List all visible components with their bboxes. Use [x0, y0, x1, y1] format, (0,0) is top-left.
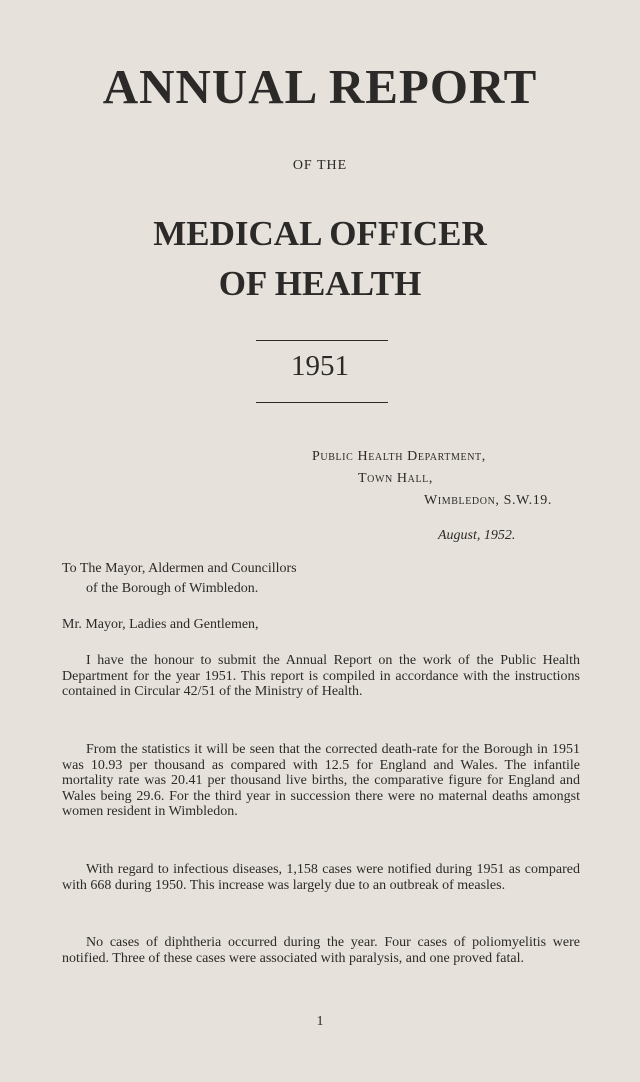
- greeting: Mr. Mayor, Ladies and Gentlemen,: [62, 617, 259, 632]
- report-title: ANNUAL REPORT: [102, 59, 538, 114]
- page-number: 1: [316, 1014, 324, 1029]
- report-year: 1951: [291, 350, 349, 382]
- addressee-line1: To The Mayor, Aldermen and Councillors: [62, 561, 297, 576]
- address-town: Wimbledon, S.W.19.: [424, 493, 553, 508]
- addressee-line2: of the Borough of Wimbledon.: [86, 581, 259, 596]
- paragraph-statistics: From the statistics it will be seen that the corrected death-rate for the Borough in 1951 was 10.93 per thousand as compared with 12.5 for England and Wales. The infantile mortality rate was 20.41 per thousand live births, the comparative figure for England and Wales being 29.6. For the third year in succession there were no maternal deaths amongst women resident in Wimbledon.: [62, 742, 580, 820]
- paragraph-diphtheria-polio: No cases of diphtheria occurred during the year. Four cases of poliomyelitis were notified. Three of these cases were associated with paralysis, and one proved fatal.: [62, 935, 580, 966]
- address-building: Town Hall,: [358, 471, 433, 486]
- report-date: August, 1952.: [438, 528, 516, 543]
- divider-rule-top: [256, 340, 388, 341]
- report-subtitle-line1: MEDICAL OFFICER: [153, 214, 487, 253]
- paragraph-introduction: I have the honour to submit the Annual Report on the work of the Public Health Department for the year 1951. This report is compiled in accordance with the instructions contained in Circular 42/51 of the Ministry of Health.: [62, 653, 580, 700]
- paragraph-infectious-diseases: With regard to infectious diseases, 1,158 cases were notified during 1951 as compared with 668 during 1950. This increase was largely due to an outbreak of measles.: [62, 862, 580, 893]
- report-subtitle-line2: OF HEALTH: [218, 264, 422, 303]
- report-title-connector: OF THE: [292, 158, 348, 173]
- address-department: Public Health Department,: [312, 449, 486, 464]
- divider-rule-bottom: [256, 402, 388, 403]
